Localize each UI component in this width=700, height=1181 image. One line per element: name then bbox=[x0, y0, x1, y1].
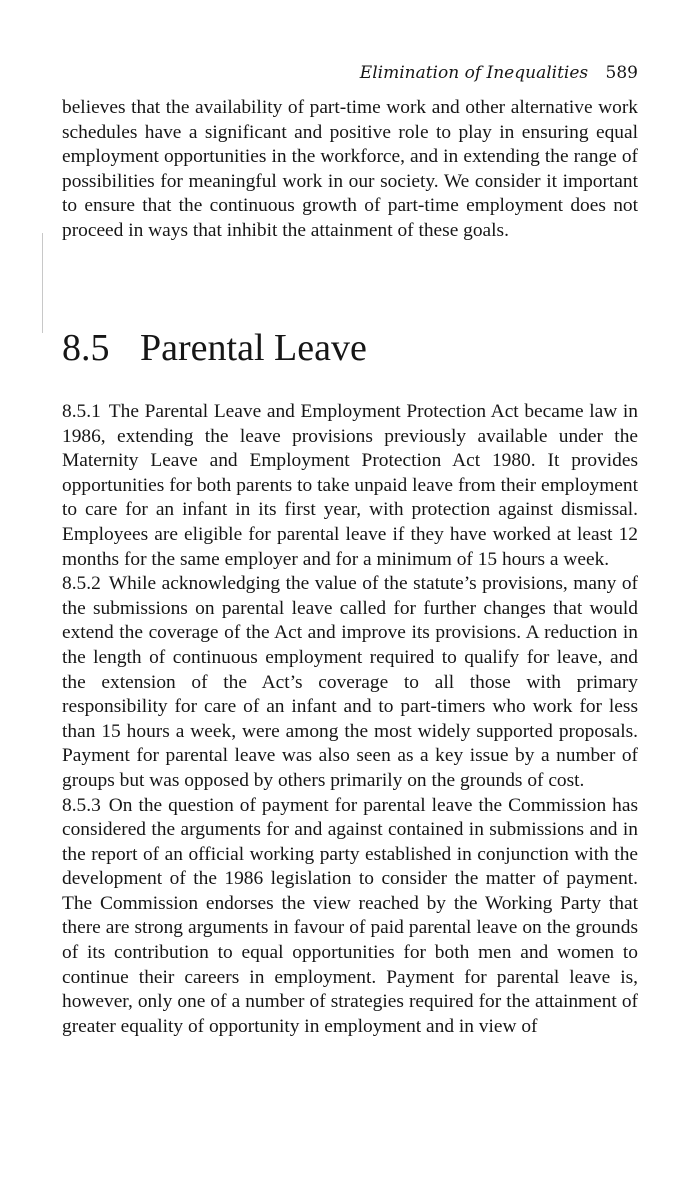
section-number: 8.5 bbox=[62, 327, 110, 369]
paragraph-number: 8.5.3 bbox=[62, 794, 101, 816]
running-head bbox=[360, 60, 638, 86]
paragraph-8-5-2 bbox=[62, 572, 638, 793]
paragraph-text: The Parental Leave and Employment Protection Act became law in 1986, extending the leave provisions previously available under the Maternity Leave and Employment Protection Act 1980. It provides opportunities for both parents to take unpaid leave from their employment to care for an infant in its first year, with protection against dismissal. Employees are eligible for parental leave if they have worked at least 12 months for the same employer and for a minimum of 15 hours a week. bbox=[62, 401, 638, 570]
page-number: 589 bbox=[605, 63, 638, 83]
intro-paragraph: believes that the availability of part-time work and other alternative work schedules have a significant and positive role to play in ensuring equal employment opportunities in the workforce, and in extending the range of possibilities for meaningful work in our society. We consider it important to ensure that the continuous growth of part-time employment does not proceed in ways that inhibit the attainment of these goals. bbox=[62, 97, 638, 241]
paragraph-text: On the question of payment for parental leave the Commission has considered the arguments for and against contained in submissions and in the report of an official working party established in conjunction with the development of the 1986 legislation to consider the matter of payment. The Commission endorses the view reached by the Working Party that there are strong arguments in favour of paid parental leave on the grounds of its contribution to equal opportunities for both men and women to continue their careers in employment. Payment for parental leave is, however, only one of a number of strategies required for the attainment of greater equality of opportunity in employment and in view of bbox=[62, 794, 638, 1037]
section-title: Parental Leave bbox=[140, 327, 367, 369]
paragraph-8-5-1 bbox=[62, 400, 638, 572]
margin-mark bbox=[42, 233, 43, 333]
section-paragraphs bbox=[62, 400, 638, 1039]
paragraph-8-5-3 bbox=[62, 794, 638, 1040]
section-heading bbox=[62, 325, 367, 371]
running-head-title: Elimination of Inequalities bbox=[359, 63, 589, 83]
paragraph-number: 8.5.1 bbox=[62, 401, 101, 422]
paragraph-text: While acknowledging the value of the statute’s provisions, many of the submissions on parental leave called for further changes that would extend the coverage of the Act and improve its provisions. A reduction in the length of continuous employment required to qualify for leave, and the extension of the Act’s coverage to all those with primary responsibility for care of an infant and to part-timers who work for less than 15 hours a week, were among the most widely supported proposals. Payment for parental leave was also seen as a key issue by a number of groups but was opposed by others primarily on the grounds of cost. bbox=[62, 573, 638, 791]
paragraph-number: 8.5.2 bbox=[62, 573, 101, 595]
